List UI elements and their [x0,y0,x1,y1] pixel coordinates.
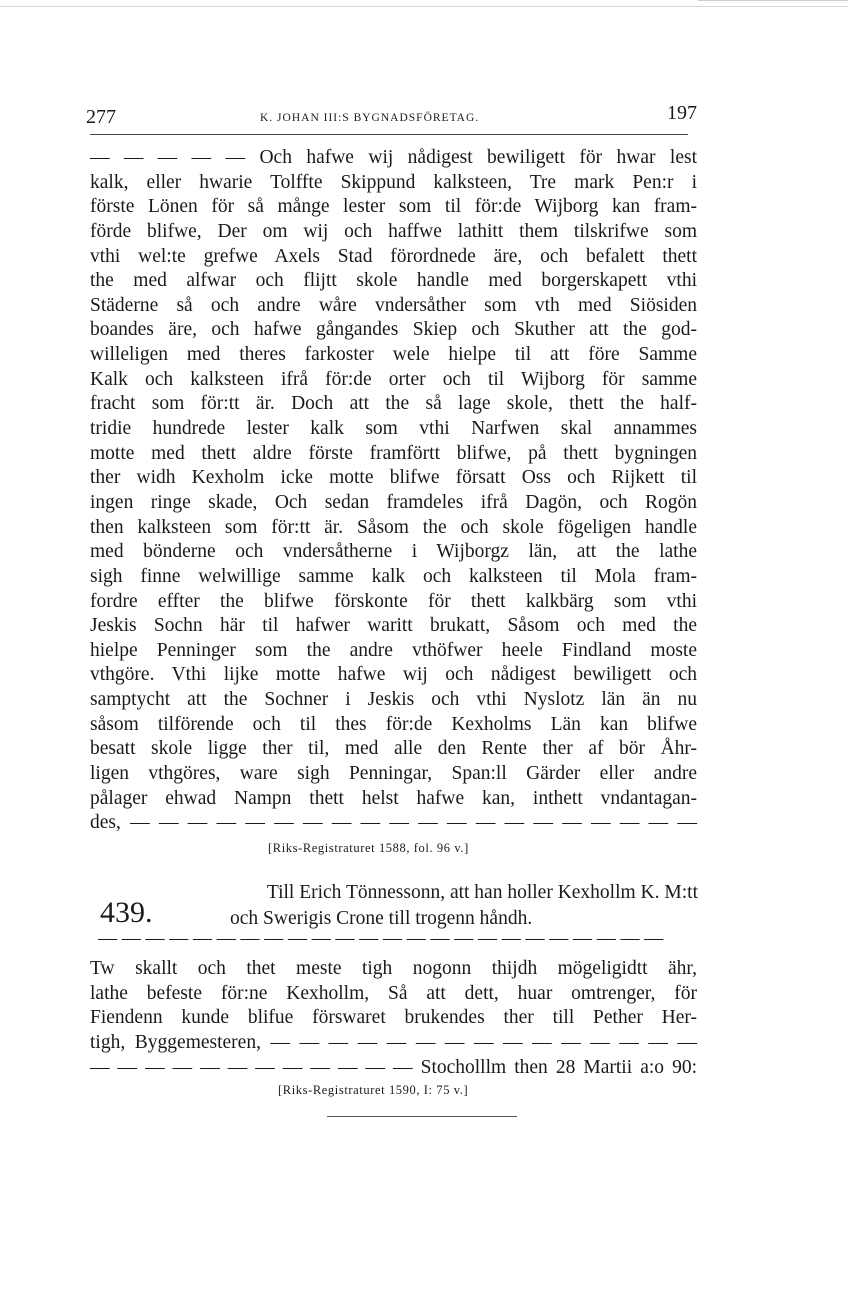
source-citation: [Riks-Registraturet 1590, I: 75 v.] [278,1083,469,1097]
scan-edge-line [0,6,848,7]
document-number: 439. [100,896,153,929]
running-title: K. JOHAN III:S BYGNADSFÖRETAG. [260,112,480,124]
text-line: boandes äre, och hafwe gångandes Skiep och Skuther att the god- [90,319,697,341]
text-line: förste Lönen för så månge lester som til för:de Wijborg kan fram- [90,196,697,218]
page-number-left: 277 [86,106,116,128]
header-rule [90,134,688,135]
text-line: then kalksteen som för:tt är. Såsom the och skole fögeligen handle [90,516,697,538]
text-line: vthgöre. Vthi lijke motte hafwe wij och nådigest bewiligett och [90,664,697,686]
text-line: tridie hundrede lester kalk som vthi Narfwen skal annammes [90,418,697,440]
text-line: ligen vthgöres, ware sigh Penningar, Span:ll Gärder eller andre [90,763,697,785]
text-line: des, — — — — — — — — — — — — — — — — — — — — [90,812,697,834]
text-line: pålager ehwad Nampn thett helst hafwe kan, inthett vndantagan- [90,787,697,809]
document-437-text [90,146,697,836]
text-line: the med alfwar och flijtt skole handle med borgerskapett vthi [90,270,697,292]
text-line: fracht som för:tt är. Doch att the så lage skole, thett the half- [90,393,697,415]
text-line: sigh finne welwillige samme kalk och kalksteen til Mola fram- [90,565,697,587]
text-line: Städerne så och andre wåre vndersåther som vth med Siösiden [90,294,697,316]
text-line: tigh, Byggemesteren, — — — — — — — — — — — — — — — [90,1031,697,1053]
text-line: såsom tilförende och til thes för:de Kexholms Län kan blifwe [90,713,697,735]
text-line: ther widh Kexholm icke motte blifwe försatt Oss och Rijkett til [90,467,697,489]
text-line: samptycht att the Sochner i Jeskis och vthi Nyslotz län än nu [90,689,697,711]
text-line: Tw skallt och thet meste tigh nogonn thijdh mögeligidtt ähr, [90,958,697,979]
page-number-right: 197 [667,102,697,124]
text-line: Fiendenn kunde blifue förswaret brukendes ther till Pether Her- [90,1007,697,1029]
text-line: besatt skole ligge ther til, med alle den Rente ther af bör Åhr- [90,738,697,760]
scan-edge-corner [698,0,848,1]
text-line: ingen ringe skade, Och sedan framdeles ifrå Dagön, och Rogön [90,491,697,513]
document-heading [196,880,698,932]
document-439-text [90,957,697,1080]
heading-line: Till Erich Tönnessonn, att han holler Kexhollm K. M:tt [266,882,698,903]
text-line: willeligen med theres farkoster wele hielpe til att före Samme [90,344,697,366]
text-line: fordre effter the blifwe förskonte för thett kalkbärg som vthi [90,590,697,612]
dash-separator: — — — — — — — — — — — — — — — — — — — — — — — — [98,928,664,949]
running-header [84,104,699,134]
text-line: förde blifwe, Der om wij och haffwe lathitt them tilskrifwe som [90,220,697,242]
text-line: vthi wel:te grefwe Axels Stad förordnede äre, och befalett thett [90,245,697,267]
heading-line: och Swerigis Crone till trogenn håndh. [230,908,533,929]
text-line: Jeskis Sochn här til hafwer waritt brukatt, Såsom och med the [90,615,697,637]
text-line: med bönderne och vndersåtherne i Wijborgz län, att the lathe [90,541,697,563]
source-citation: [Riks-Registraturet 1588, fol. 96 v.] [268,841,469,855]
text-line: lathe befeste för:ne Kexhollm, Så att dett, huar omtrenger, för [90,982,697,1004]
text-line: — — — — — — — — — — — — Stocholllm then 28 Martii a:o 90: [90,1056,697,1078]
text-line: motte med thett aldre förste framförtt blifwe, på thett bygningen [90,442,697,464]
end-rule [327,1116,517,1117]
text-line: — — — — — Och hafwe wij nådigest bewiligett för hwar lest [90,147,697,168]
text-line: hielpe Penninger som the andre vthöfwer heele Findland moste [90,639,697,661]
text-line: kalk, eller hwarie Tolffte Skippund kalksteen, Tre mark Pen:r i [90,171,697,193]
text-line: Kalk och kalksteen ifrå för:de orter och til Wijborg för samme [90,368,697,390]
